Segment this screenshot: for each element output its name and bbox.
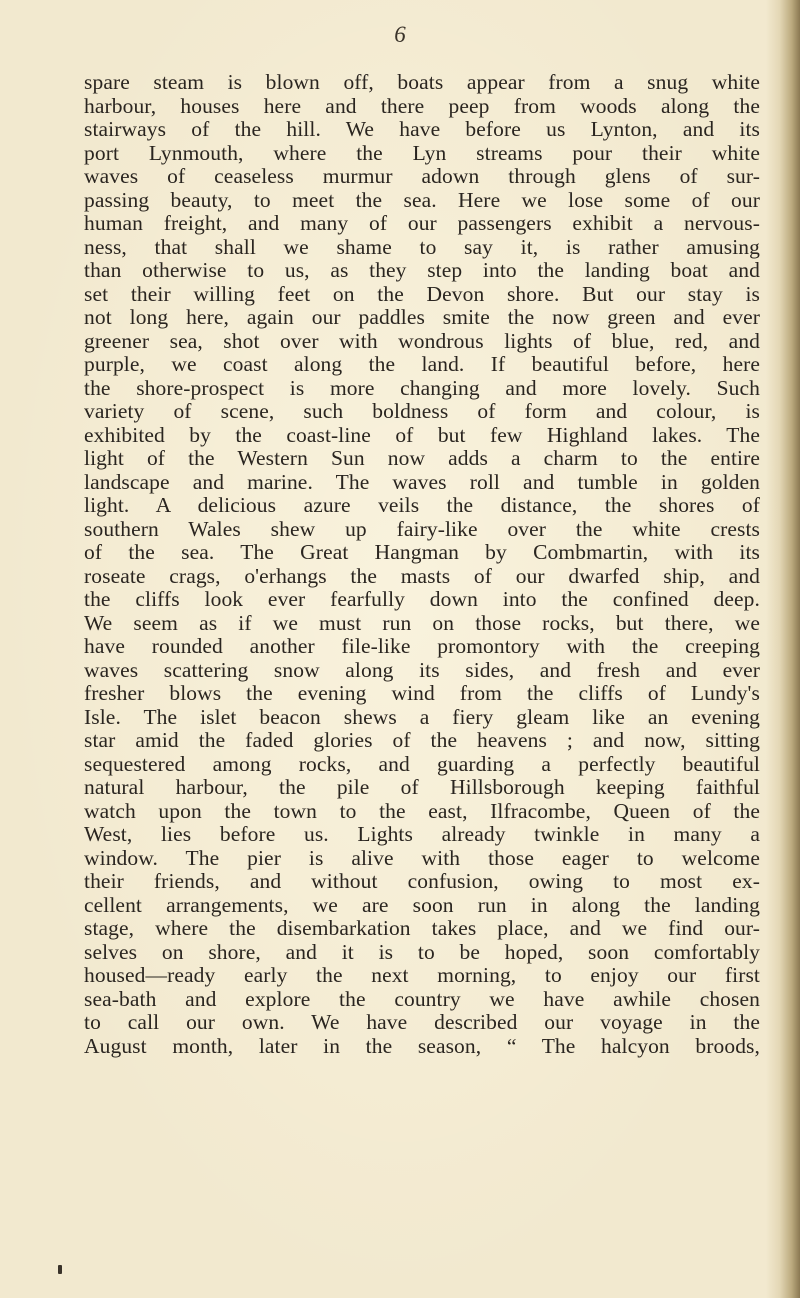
text-line: port Lynmouth, where the Lyn streams pour their white xyxy=(84,140,760,165)
text-line: purple, we coast along the land. If beautiful before, here xyxy=(84,352,760,376)
text-line: natural harbour, the pile of Hillsborough keeping faithful xyxy=(84,775,760,799)
ink-mark xyxy=(58,1265,62,1274)
text-line: cellent arrangements, we are soon run in along the landing xyxy=(84,892,760,917)
text-line: southern Wales shew up fairy-like over the white crests xyxy=(84,516,760,541)
text-line: set their willing feet on the Devon shore. But our stay is xyxy=(84,281,760,306)
text-line: light of the Western Sun now adds a charm to the entire xyxy=(84,446,760,470)
text-line: ness, that shall we shame to say it, is rather amusing xyxy=(84,234,760,259)
text-line: landscape and marine. The waves roll and tumble in golden xyxy=(84,469,760,494)
text-line: not long here, again our paddles smite the now green and ever xyxy=(84,305,760,329)
text-line: human freight, and many of our passengers exhibit a nervous- xyxy=(84,211,760,235)
text-line: the shore-prospect is more changing and more lovely. Such xyxy=(84,375,760,400)
text-line: the cliffs look ever fearfully down into the confined deep. xyxy=(84,587,760,611)
page-edge-shadow xyxy=(766,0,800,1298)
text-line: their friends, and without confusion, owing to most ex- xyxy=(84,869,760,893)
text-line: Isle. The islet beacon shews a fiery gleam like an evening xyxy=(84,704,760,729)
text-line: greener sea, shot over with wondrous lights of blue, red, and xyxy=(84,328,760,353)
text-line: spare steam is blown off, boats appear from a snug white xyxy=(84,70,760,94)
text-line: sequestered among rocks, and guarding a perfectly beautiful xyxy=(84,751,760,776)
text-line: housed—ready early the next morning, to enjoy our first xyxy=(84,963,760,987)
text-line: window. The pier is alive with those eager to welcome xyxy=(84,845,760,870)
text-line: waves scattering snow along its sides, and fresh and ever xyxy=(84,657,760,682)
text-line: of the sea. The Great Hangman by Combmartin, with its xyxy=(84,540,760,564)
text-line: to call our own. We have described our voyage in the xyxy=(84,1010,760,1034)
body-text xyxy=(84,71,760,1058)
text-line: have rounded another file-like promontory with the creeping xyxy=(84,634,760,658)
text-line: light. A delicious azure veils the distance, the shores of xyxy=(84,493,760,517)
text-line: watch upon the town to the east, Ilfracombe, Queen of the xyxy=(84,798,760,823)
text-line: waves of ceaseless murmur adown through glens of sur- xyxy=(84,164,760,188)
text-line: variety of scene, such boldness of form and colour, is xyxy=(84,399,760,423)
text-line: West, lies before us. Lights already twinkle in many a xyxy=(84,822,760,846)
text-line: August month, later in the season, “ The halcyon broods, xyxy=(84,1033,760,1058)
text-line: star amid the faded glories of the heavens ; and now, sitting xyxy=(84,728,760,752)
page-number: 6 xyxy=(394,22,406,47)
text-line: roseate crags, o'erhangs the masts of our dwarfed ship, and xyxy=(84,563,760,588)
text-line: than otherwise to us, as they step into the landing boat and xyxy=(84,258,760,282)
text-line: We seem as if we must run on those rocks, but there, we xyxy=(84,610,760,635)
text-line: passing beauty, to meet the sea. Here we lose some of our xyxy=(84,187,760,212)
text-line: harbour, houses here and there peep from woods along the xyxy=(84,93,760,118)
text-line: fresher blows the evening wind from the cliffs of Lundy's xyxy=(84,681,760,705)
text-line: stairways of the hill. We have before us Lynton, and its xyxy=(84,117,760,141)
text-line: sea-bath and explore the country we have awhile chosen xyxy=(84,986,760,1011)
text-line: exhibited by the coast-line of but few Highland lakes. The xyxy=(84,422,760,447)
text-line: stage, where the disembarkation takes place, and we find our- xyxy=(84,916,760,940)
text-line: selves on shore, and it is to be hoped, soon comfortably xyxy=(84,939,760,964)
